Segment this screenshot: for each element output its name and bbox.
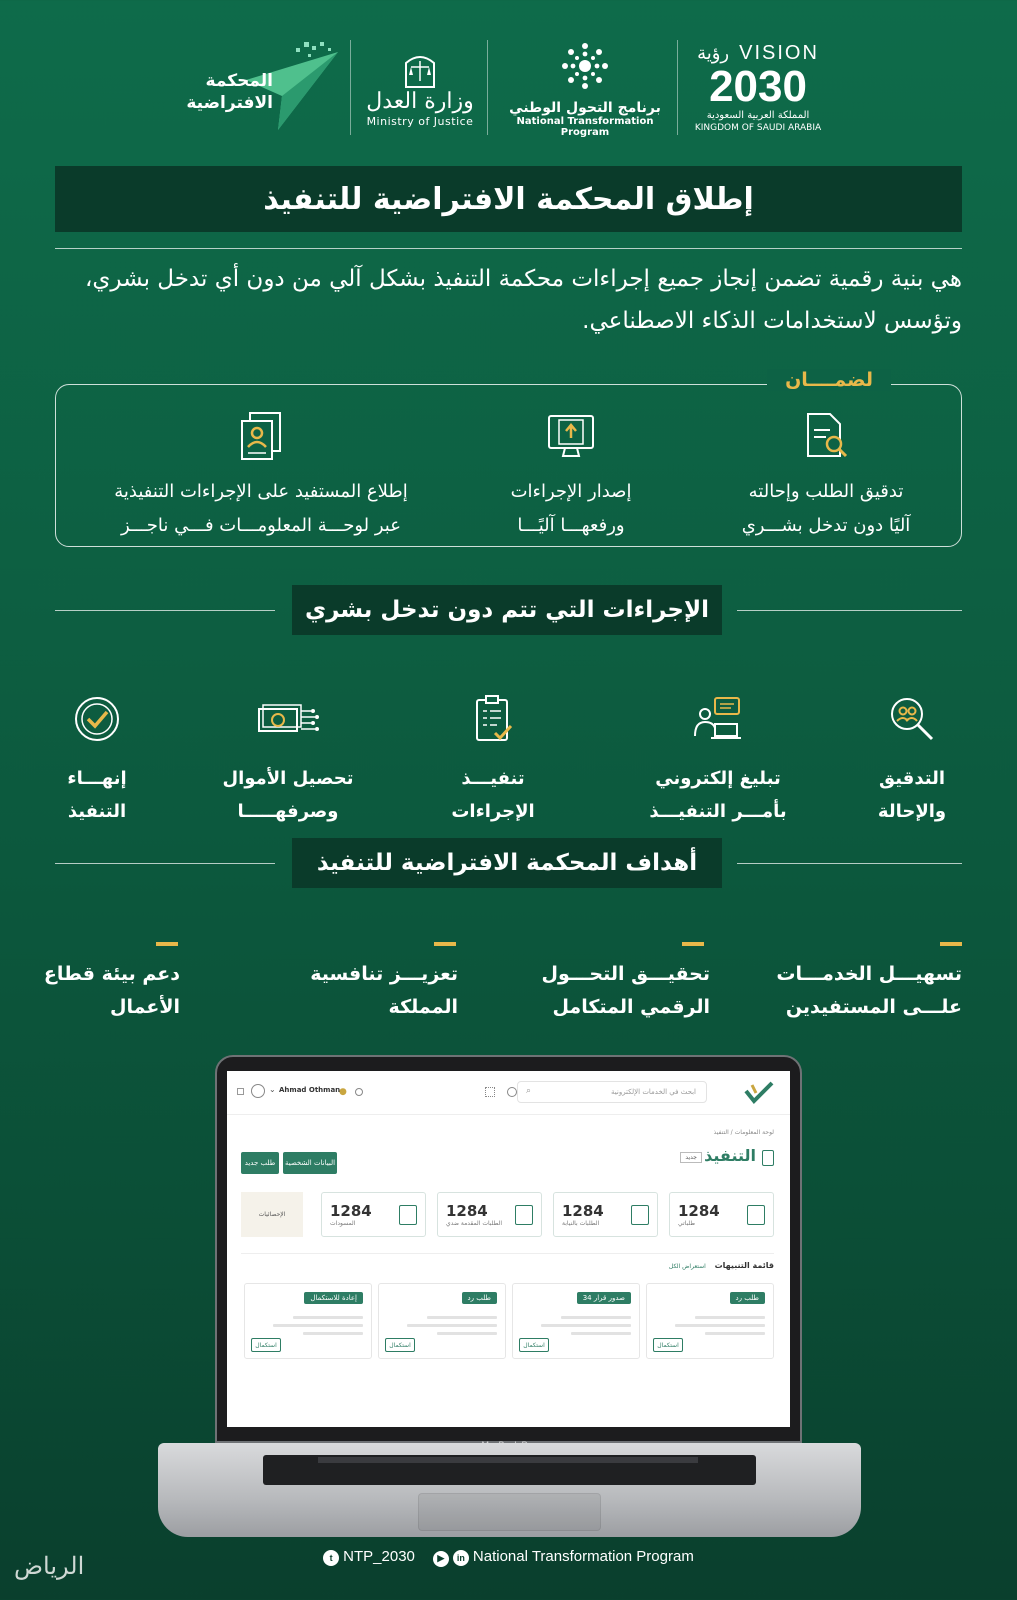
view-all-link[interactable]: استعراض الكل [668,1263,706,1270]
guarantee-box [55,369,962,547]
document-icon [515,1205,533,1225]
avatar[interactable] [251,1084,265,1098]
laptop-screen [215,1055,802,1443]
placeholder-line [437,1332,497,1335]
guarantee-label: لضمــــان [767,369,891,391]
header-divider [677,40,678,135]
notification-card[interactable]: صدور قرار 34 استكمال [512,1283,640,1359]
procedure-item: تنفيـــذ الإجراءات [418,690,568,828]
divider [241,1253,774,1254]
channels[interactable]: ▶ in National Transformation Program [433,1548,694,1567]
twitter-icon: t [323,1550,339,1566]
document-search-icon [797,407,855,465]
search-input[interactable]: ⌕ ابحث في الخدمات الإلكترونية [517,1081,707,1103]
goal-dash [434,942,456,946]
procedure-item: التدقيق والإحالة [837,690,987,828]
document-icon [747,1205,765,1225]
placeholder-line [293,1316,363,1319]
riyadh-watermark: الرياض [14,1552,85,1580]
search-icon: ⌕ [526,1086,532,1096]
header-divider [350,40,351,135]
najiz-logo [742,1081,776,1105]
stat-card[interactable]: 1284 الطلبات المقدمة ضدي [437,1192,542,1237]
personal-data-button[interactable]: البيانات الشخصية [283,1152,337,1174]
goal-item: دعم بيئة قطاع الأعمال [0,942,180,1024]
notifications-title: قائمة التنبيهات استعراض الكل [668,1261,774,1270]
globe-icon[interactable] [507,1087,517,1097]
placeholder-line [705,1332,765,1335]
divider [737,863,962,864]
linkedin-icon: in [453,1550,469,1566]
goals-heading: أهداف المحكمة الافتراضية للتنفيذ [292,838,722,888]
document-icon [399,1205,417,1225]
placeholder-line [427,1316,497,1319]
vision-2030-logo: VISION رؤية 2030 المملكة العربية السعودية KINGDOM OF SAUDI ARABIA [694,41,822,133]
complete-button[interactable]: استكمال [251,1338,281,1352]
placeholder-line [561,1316,631,1319]
procedures-heading: الإجراءات التي تتم دون تدخل بشري [292,585,722,635]
profile-documents-icon [232,407,290,465]
document-icon [631,1205,649,1225]
vision-year: 2030 [709,61,807,111]
laptop-base [158,1443,861,1537]
statistics-link[interactable]: الإحصائيات [241,1192,303,1237]
placeholder-line [675,1324,765,1327]
page-icon [762,1150,774,1166]
guarantee-item: إصدار الإجراءات ورفعهـــا آليًـــا [486,407,656,543]
menu-icon[interactable] [237,1088,244,1095]
divider [55,610,275,611]
intro-text: هي بنية رقمية تضمن إنجاز جميع إجراءات محكمة التنفيذ بشكل آلي من دون أي تدخل بشري، وتؤسس لاستخدامات الذكاء الاصطناعي. [84,266,962,334]
notification-laptop-icon [689,690,747,748]
ntp-logo: برنامج التحول الوطني National Transformation Program [500,38,670,138]
procedure-item: تبليغ إلكتروني بأمـــر التنفيـــذ [638,690,798,828]
placeholder-line [303,1332,363,1335]
procedure-item: إنهـــاء التنفيذ [22,690,172,828]
ntp-emblem-icon [557,38,613,94]
placeholder-line [273,1324,363,1327]
notification-card[interactable]: طلب رد استكمال [646,1283,774,1359]
screen-page-title: التنفيذ [704,1146,756,1165]
bell-icon[interactable]: ● [339,1087,347,1097]
procedure-item: تحصيل الأموال وصرفهـــــا [198,690,378,828]
placeholder-line [541,1324,631,1327]
youtube-icon: ▶ [433,1551,449,1567]
upload-monitor-icon [542,407,600,465]
goal-item: تعزيـــز تنافسية المملكة [258,942,458,1024]
chevron-down-icon[interactable]: ⌄ [269,1085,276,1094]
checklist-icon [464,690,522,748]
money-transfer-icon [257,690,319,748]
guarantee-item: تدقيق الطلب وإحالته آليًا دون تدخل بشـــري [721,407,931,543]
notification-card[interactable]: إعادة للاستكمال استكمال [244,1283,372,1359]
complete-button[interactable]: استكمال [385,1338,415,1352]
new-request-button[interactable]: طلب جديد [241,1152,279,1174]
divider [737,610,962,611]
moj-emblem-icon [398,49,442,89]
user-name[interactable]: Ahmad Othman [279,1086,341,1094]
placeholder-line [571,1332,631,1335]
divider [55,248,962,249]
footer [0,1548,1017,1567]
goal-item: تسهيـــل الخدمـــات علـــى المستفيدين [762,942,962,1024]
twitter-handle[interactable]: t NTP_2030 [323,1548,415,1566]
placeholder-line [695,1316,765,1319]
goal-item: تحقيـــق التحـــول الرقمي المتكامل [510,942,710,1024]
virtual-court-logo: المحكمة الافتراضية [178,40,343,135]
goal-dash [156,942,178,946]
vision-logo-top: VISION رؤية [697,41,819,64]
header-divider [487,40,488,135]
complete-button[interactable]: استكمال [519,1338,549,1352]
check-circle-icon [68,690,126,748]
complete-button[interactable]: استكمال [653,1338,683,1352]
placeholder-line [407,1324,497,1327]
breadcrumb[interactable]: لوحة المعلومات / التنفيذ [713,1129,774,1136]
divider [55,863,275,864]
app-topbar [227,1071,790,1115]
title-badge: جديد [680,1152,702,1163]
stat-card[interactable]: 1284 الطلبات بالنيابة [553,1192,658,1237]
goal-dash [682,942,704,946]
grid-icon[interactable] [485,1087,495,1097]
magnify-people-icon [883,690,941,748]
notification-card[interactable]: طلب رد استكمال [378,1283,506,1359]
stat-card[interactable]: 1284 المسودات [321,1192,426,1237]
settings-icon[interactable] [355,1088,363,1096]
goal-dash [940,942,962,946]
touch-bar [318,1457,698,1463]
guarantee-item: إطلاع المستفيد على الإجراءات التنفيذية عبر لوحـــة المعلومـــات فـــي ناجـــز [81,407,441,543]
page-title: إطلاق المحكمة الافتراضية للتنفيذ [55,166,962,232]
trackpad [418,1493,601,1531]
najiz-screen [227,1071,790,1427]
stat-card[interactable]: 1284 طلباتي [669,1192,774,1237]
moj-logo: وزارة العدل Ministry of Justice [365,38,475,138]
